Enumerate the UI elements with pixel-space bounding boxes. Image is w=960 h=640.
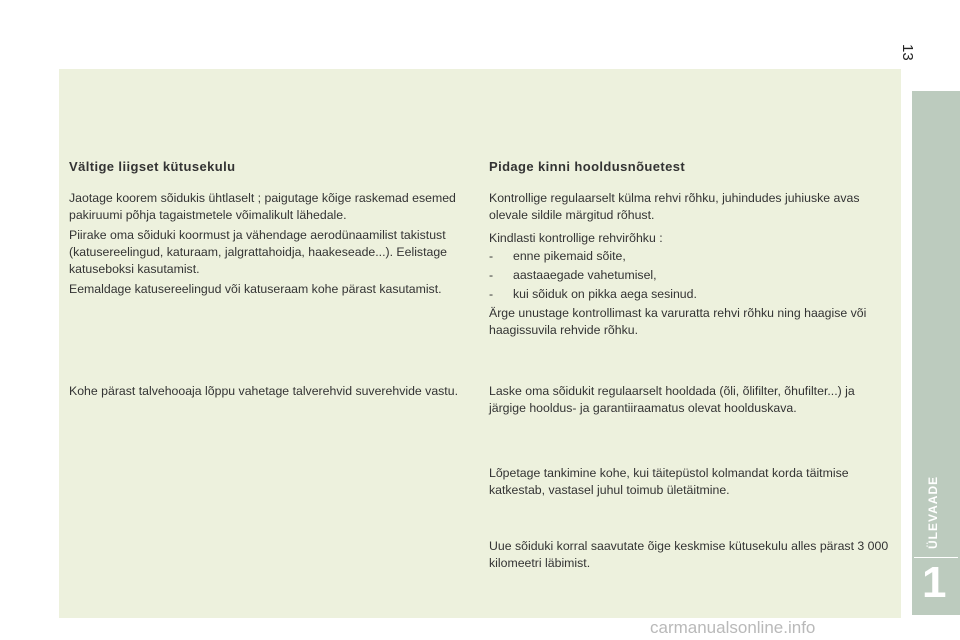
list-item-text: enne pikemaid sõite, bbox=[513, 249, 626, 263]
right-paragraph-3: Uue sõiduki korral saavutate õige keskmise kütusekulu alles pärast 3 000 kilomeetri läbimist. bbox=[489, 539, 889, 570]
left-paragraph-1: Jaotage koorem sõidukis ühtlaselt ; paigutage kõige raskemad esemed pakiruumi põhja tagaistmetele võimalikult lähedale. bbox=[69, 191, 456, 222]
page-number: 13 bbox=[899, 44, 916, 61]
right-intro: Kontrollige regulaarselt külma rehvi rõhku, juhindudes juhiuske avas olevale sildile märgitud rõhust. bbox=[489, 191, 860, 222]
right-paragraph-1: Laske oma sõidukit regulaarselt hooldada (õli, õlifilter, õhufilter...) ja järgige hooldus- ja garantiiraamatus olevat hoolduskava. bbox=[489, 384, 855, 415]
list-dash: - bbox=[489, 287, 494, 301]
watermark: carmanualsonline.info bbox=[650, 618, 816, 637]
left-heading: Vältige liigset kütusekulu bbox=[69, 159, 236, 174]
left-paragraph-4: Kohe pärast talvehooaja lõppu vahetage talverehvid suverehvide vastu. bbox=[69, 384, 458, 398]
list-dash: - bbox=[489, 249, 494, 263]
list-dash: - bbox=[489, 268, 494, 282]
right-list-intro: Kindlasti kontrollige rehvirõhku : bbox=[489, 231, 663, 245]
right-heading: Pidage kinni hooldusnõuetest bbox=[489, 159, 686, 174]
chapter-number: 1 bbox=[922, 558, 947, 607]
left-paragraph-2: Piirake oma sõiduki koormust ja vähendage aerodünaamilist takistust (katusereelingud, katuraam, jalgrattahoidja, haakeseade...). Eelistage katuseboksi kasutamist. bbox=[69, 228, 448, 276]
right-after-list: Ärge unustage kontrollimast ka varuratta rehvi rõhku ning haagise või haagissuvila rehvide rõhku. bbox=[489, 306, 867, 337]
side-tab-label: ÜLEVAADE bbox=[926, 475, 940, 549]
list-item-text: kui sõiduk on pikka aega sesinud. bbox=[513, 287, 697, 301]
left-paragraph-3: Eemaldage katusereelingud või katuseraam kohe pärast kasutamist. bbox=[69, 282, 442, 296]
right-paragraph-2: Lõpetage tankimine kohe, kui täitepüstol kolmandat korda täitmise katkestab, vastasel juhul toimub ületäitmine. bbox=[489, 466, 849, 497]
content-panel bbox=[59, 69, 901, 618]
list-item-text: aastaaegade vahetumisel, bbox=[513, 268, 657, 282]
